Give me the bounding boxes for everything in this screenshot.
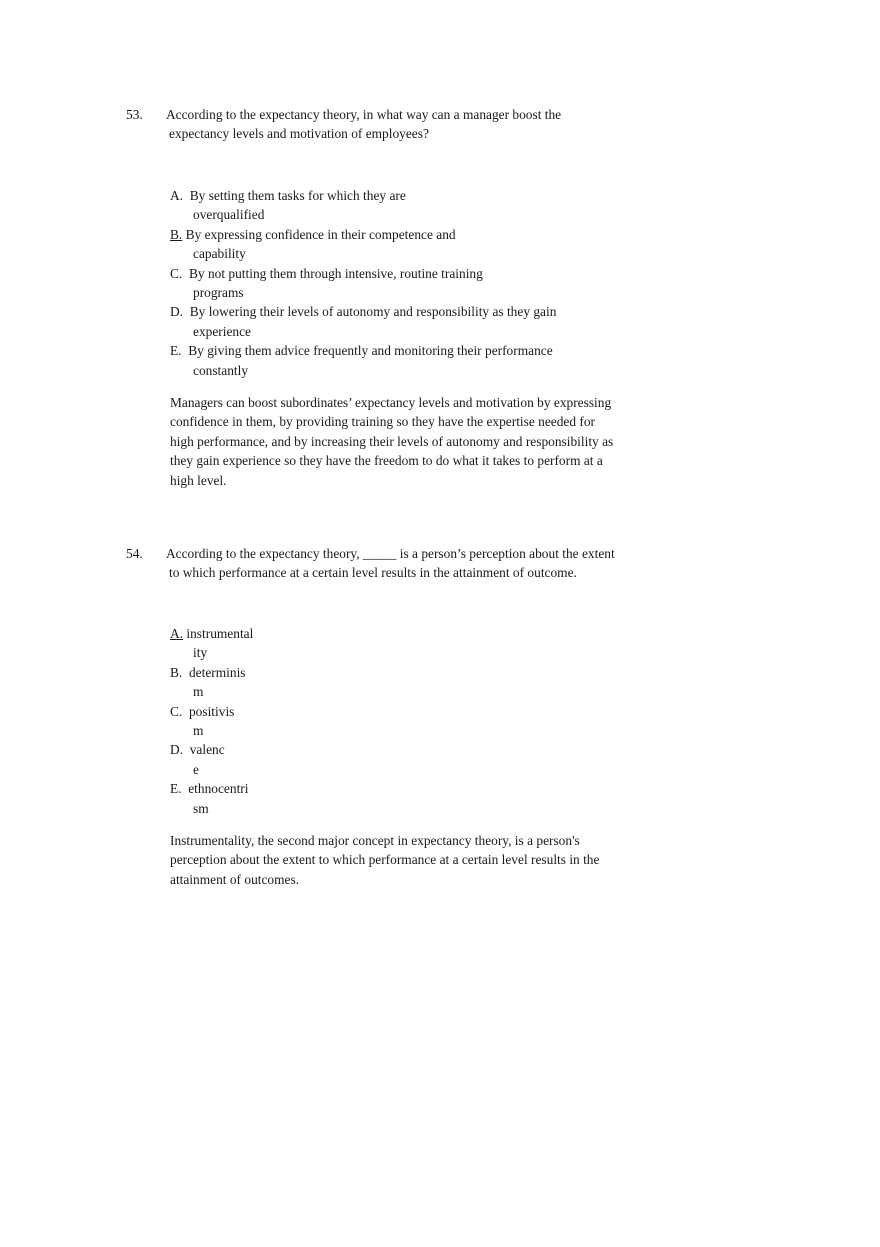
question-text-line: expectancy levels and motivation of employees? <box>169 126 429 142</box>
option-text-cont: capability <box>193 246 246 262</box>
option-text: positivis <box>188 703 235 719</box>
option-text-cont: ity <box>193 645 208 661</box>
explanation-line: attainment of outcomes. <box>170 871 300 887</box>
option-text: By giving them advice frequently and monitoring their performance <box>188 343 553 359</box>
answer-option-e <box>170 341 556 380</box>
option-letter: C. <box>170 265 183 281</box>
option-text: determinis <box>188 664 246 680</box>
answer-options-54 <box>170 624 253 818</box>
question-text <box>166 544 656 583</box>
explanation-line: confidence in them, by providing training so they have the expertise needed for <box>170 414 596 430</box>
option-text: By not putting them through intensive, routine training <box>188 265 483 281</box>
option-text-cont: programs <box>193 285 244 301</box>
option-text: valenc <box>189 742 225 758</box>
option-letter: A. <box>170 188 184 203</box>
option-text-cont: sm <box>193 800 209 816</box>
answer-option-b <box>170 663 253 702</box>
question-text-line: to which performance at a certain level results in the attainment of outcome. <box>169 565 577 581</box>
answer-option-c <box>170 264 556 303</box>
answer-option-e <box>170 779 253 818</box>
option-text-cont: overqualified <box>193 207 265 223</box>
answer-options-53 <box>170 186 556 380</box>
answer-option-d <box>170 302 556 341</box>
option-text: By setting them tasks for which they are <box>189 188 406 203</box>
option-letter: C. <box>170 703 183 719</box>
explanation-53 <box>170 393 660 490</box>
explanation-54 <box>170 831 660 889</box>
option-letter: E. <box>170 781 182 797</box>
answer-option-d <box>170 740 253 779</box>
option-letter: E. <box>170 343 182 359</box>
answer-option-a <box>170 186 556 225</box>
explanation-line: Instrumentality, the second major concept in expectancy theory, is a person's <box>170 833 580 848</box>
explanation-line: high level. <box>170 472 227 488</box>
correct-option-letter: B. <box>170 226 183 242</box>
explanation-line: they gain experience so they have the freedom to do what it takes to perform at a <box>170 453 603 469</box>
option-text: By expressing confidence in their competence and <box>185 226 456 242</box>
answer-option-b <box>170 225 556 264</box>
option-text: instrumental <box>186 626 254 641</box>
option-letter: B. <box>170 664 183 680</box>
question-number: 53. <box>126 107 143 122</box>
option-letter: D. <box>170 304 184 320</box>
question-text <box>166 105 656 144</box>
answer-option-a <box>170 624 253 663</box>
explanation-line: perception about the extent to which performance at a certain level results in the <box>170 852 600 868</box>
option-text-cont: constantly <box>193 362 249 378</box>
answer-option-c <box>170 702 253 741</box>
explanation-line: Managers can boost subordinates’ expectancy levels and motivation by expressing <box>170 395 612 410</box>
question-text-line: According to the expectancy theory, _____ is a person’s perception about the extent <box>166 546 615 561</box>
option-text-cont: m <box>193 684 204 700</box>
option-text-cont: experience <box>193 323 251 339</box>
correct-option-letter: A. <box>170 626 184 641</box>
question-text-line: According to the expectancy theory, in what way can a manager boost the <box>166 107 562 122</box>
option-text: ethnocentri <box>188 781 249 797</box>
explanation-line: high performance, and by increasing their levels of autonomy and responsibility as <box>170 433 614 449</box>
option-text-cont: m <box>193 723 204 739</box>
option-letter: D. <box>170 742 184 758</box>
option-text-cont: e <box>193 761 199 777</box>
question-number: 54. <box>126 546 143 561</box>
option-text: By lowering their levels of autonomy and responsibility as they gain <box>189 304 557 320</box>
